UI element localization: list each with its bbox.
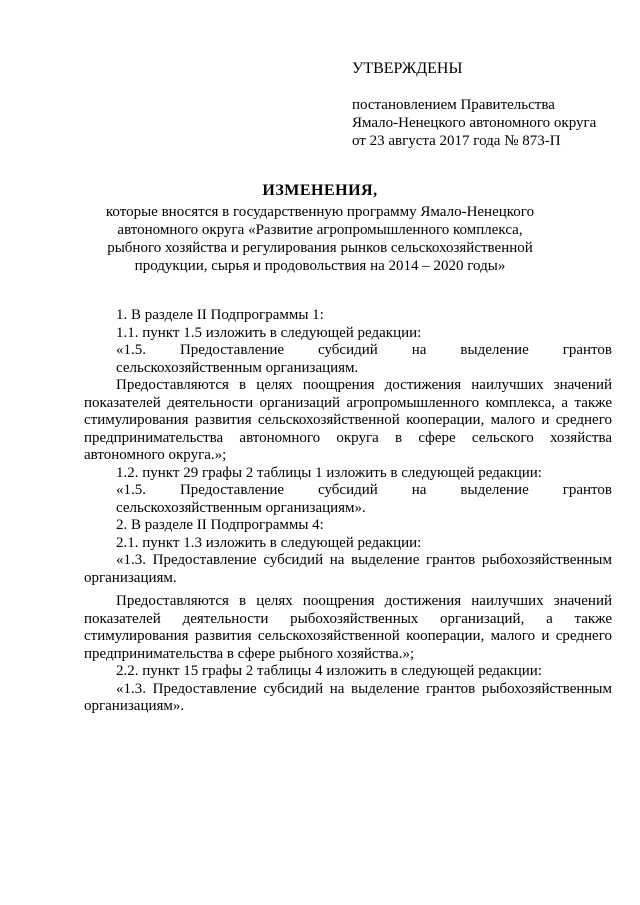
- paragraph-3-line-1: «1.5. Предоставление субсидий на выделение грантов: [116, 342, 612, 358]
- paragraph-8: 2.1. пункт 1.3 изложить в следующей редакции:: [116, 534, 422, 551]
- paragraph-1: 1. В разделе II Подпрограммы 1:: [116, 307, 324, 323]
- document-body: [84, 307, 612, 716]
- paragraph-7: 2. В разделе II Подпрограммы 4:: [116, 517, 324, 533]
- paragraph-4: Предоставляются в целях поощрения достижения наилучших значений показателей деятельности организаций агропромышленного комплекса, а также стимулирования развития сельскохозяйственной кооперации, малого и среднего предпринимательства автономного округа в сфере сельского хозяйства автономного округа.»;: [84, 377, 612, 463]
- paragraph-6-line-2: сельскохозяйственным организациям».: [116, 499, 366, 516]
- paragraph-10: Предоставляются в целях поощрения достижения наилучших значений показателей деятельности рыбохозяйственных организаций, а также стимулирования развития сельскохозяйственной кооперации, малого и среднего предпринимательства в сфере рыбного хозяйства.»;: [84, 593, 612, 662]
- paragraph-11: 2.2. пункт 15 графы 2 таблицы 4 изложить в следующей редакции:: [116, 663, 542, 679]
- subtitle-line-4: продукции, сырья и продовольствия на 2014 – 2020 годы»: [134, 258, 506, 274]
- document-subtitle: [0, 203, 640, 275]
- approval-line-1: постановлением Правительства: [352, 97, 555, 113]
- subtitle-line-3: рыбного хозяйства и регулирования рынков сельскохозяйственной: [107, 240, 533, 256]
- document-title: ИЗМЕНЕНИЯ,: [262, 182, 378, 199]
- paragraph-6-line-1: «1.5. Предоставление субсидий на выделение грантов: [116, 482, 612, 498]
- paragraph-3-line-2: сельскохозяйственным организациям.: [116, 359, 359, 376]
- subtitle-line-2: автономного округа «Развитие агропромышленного комплекса,: [117, 222, 523, 238]
- approval-line-3: от 23 августа 2017 года № 873-П: [352, 133, 561, 149]
- paragraph-12: «1.3. Предоставление субсидий на выделение грантов рыбохозяйственным организациям».: [84, 680, 612, 714]
- paragraph-5: 1.2. пункт 29 графы 2 таблицы 1 изложить в следующей редакции:: [116, 464, 542, 481]
- paragraph-9: «1.3. Предоставление субсидий на выделение грантов рыбохозяйственным организациям.: [84, 552, 612, 586]
- paragraph-2: 1.1. пункт 1.5 изложить в следующей редакции:: [116, 324, 422, 341]
- subtitle-line-1: которые вносятся в государственную программу Ямало-Ненецкого: [105, 204, 535, 220]
- approval-title: УТВЕРЖДЕНЫ: [352, 60, 463, 77]
- approval-line-2: Ямало-Ненецкого автономного округа: [352, 115, 597, 131]
